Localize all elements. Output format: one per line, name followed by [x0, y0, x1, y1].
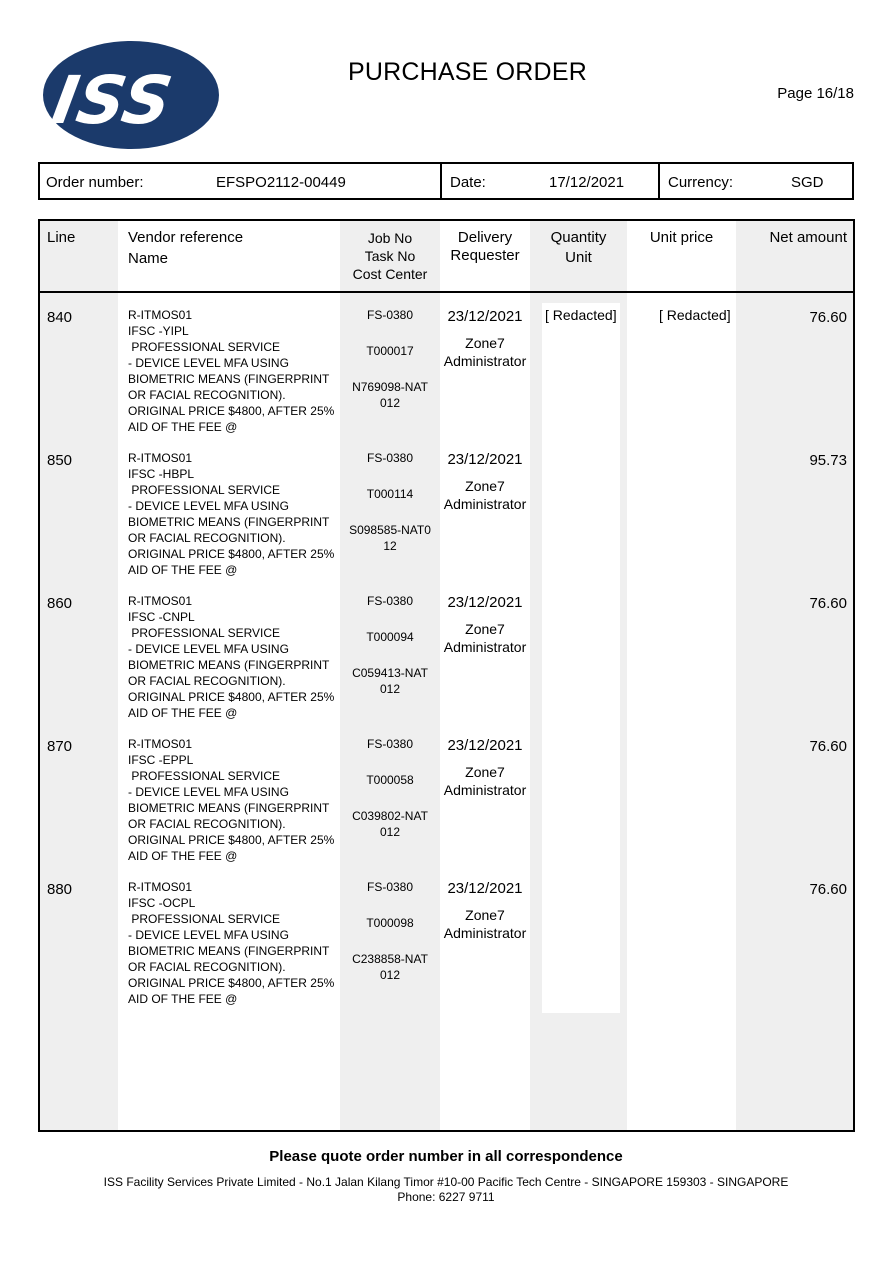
footer-address: ISS Facility Services Private Limited - No.1 Jalan Kilang Timor #10-00 Pacific Tech Centre - SINGAPORE 159303 - SINGAPORE: [103, 1175, 789, 1189]
col-header-delivery: [440, 229, 530, 265]
row-job-info: [340, 450, 440, 554]
row-requester: Administrator: [443, 782, 527, 798]
col-header-job: [340, 229, 440, 283]
quantity-redacted-area: [542, 303, 620, 1013]
row-delivery: [440, 594, 530, 656]
col-header-delivery-label: Delivery: [457, 229, 513, 246]
order-number-value: EFSPO2112-00449: [216, 174, 346, 191]
row-line-number: 860: [47, 595, 73, 612]
order-bar-divider: [440, 164, 442, 198]
col-header-name: Name: [128, 250, 169, 267]
row-delivery-date: 23/12/2021: [447, 880, 523, 897]
col-header-quantity-label: Quantity: [550, 229, 607, 246]
col-header-net-amount: Net amount: [769, 229, 847, 246]
row-delivery-date: 23/12/2021: [447, 737, 523, 754]
header-rule: [40, 291, 853, 293]
row-delivery-date: 23/12/2021: [447, 594, 523, 611]
col-header-line: Line: [47, 229, 76, 246]
row-zone: Zone7: [465, 621, 505, 637]
row-net-amount: 76.60: [809, 738, 847, 755]
date-value: 17/12/2021: [549, 174, 625, 191]
row-cost-center: C059413-NAT 012: [352, 666, 428, 696]
row-line-number: 880: [47, 881, 73, 898]
row-line-number: 870: [47, 738, 73, 755]
row-job-no: FS-0380: [366, 737, 414, 751]
row-cost-center: S098585-NAT0 12: [349, 523, 431, 553]
col-header-cost-center: Cost Center: [352, 266, 428, 282]
row-job-no: FS-0380: [366, 308, 414, 322]
row-task-no: T000114: [366, 487, 414, 501]
row-zone: Zone7: [465, 764, 505, 780]
row-zone: Zone7: [465, 907, 505, 923]
footer-address-block: [0, 1175, 892, 1205]
row-delivery: [440, 737, 530, 799]
row-task-no: T000098: [366, 916, 414, 930]
row-requester: Administrator: [443, 925, 527, 941]
date-label: Date:: [450, 174, 486, 191]
row-line-number: 850: [47, 452, 73, 469]
col-header-task-no: Task No: [364, 248, 416, 264]
svg-text:ISS: ISS: [46, 61, 178, 139]
row-vendor-description: R-ITMOS01 IFSC -YIPL PROFESSIONAL SERVICE - DEVICE LEVEL MFA USING BIOMETRIC MEANS (FINGERPRINT OR FACIAL RECOGNITION). ORIGINAL PRICE $4800, AFTER 25% AID OF THE FEE @: [128, 308, 335, 434]
currency-value: SGD: [791, 174, 824, 191]
row-job-no: FS-0380: [366, 880, 414, 894]
row-quantity: [ Redacted]: [545, 307, 617, 323]
row-job-info: [340, 307, 440, 411]
row-job-info: [340, 736, 440, 840]
page-number: Page 16/18: [777, 85, 854, 102]
row-cost-center: C238858-NAT 012: [352, 952, 428, 982]
row-delivery: [440, 880, 530, 942]
row-unit-price: [ Redacted]: [659, 307, 731, 323]
col-header-unit-price: Unit price: [649, 229, 714, 246]
row-job-no: FS-0380: [366, 451, 414, 465]
row-line-number: 840: [47, 309, 73, 326]
currency-label: Currency:: [668, 174, 734, 191]
order-number-label: Order number:: [46, 174, 144, 191]
row-job-info: [340, 879, 440, 983]
row-delivery: [440, 451, 530, 513]
row-requester: Administrator: [443, 496, 527, 512]
row-task-no: T000094: [366, 630, 414, 644]
row-delivery-date: 23/12/2021: [447, 451, 523, 468]
col-header-vendor: [128, 229, 243, 268]
order-info-bar: [38, 162, 854, 200]
row-requester: Administrator: [443, 353, 527, 369]
row-zone: Zone7: [465, 335, 505, 351]
row-cost-center: N769098-NAT 012: [352, 380, 428, 410]
row-zone: Zone7: [465, 478, 505, 494]
row-task-no: T000017: [366, 344, 414, 358]
col-header-vendor-ref: Vendor reference: [128, 229, 244, 246]
row-vendor-description: R-ITMOS01 IFSC -OCPL PROFESSIONAL SERVICE - DEVICE LEVEL MFA USING BIOMETRIC MEANS (FINGERPRINT OR FACIAL RECOGNITION). ORIGINAL PRICE $4800, AFTER 25% AID OF THE FEE @: [128, 880, 335, 1006]
row-net-amount: 76.60: [809, 595, 847, 612]
row-net-amount: 76.60: [809, 309, 847, 326]
order-bar-divider: [658, 164, 660, 198]
row-task-no: T000058: [366, 773, 414, 787]
iss-logo: [42, 40, 220, 150]
col-header-unit: Unit: [565, 249, 592, 266]
line-column-shade: [40, 221, 118, 1130]
col-header-requester: Requester: [450, 247, 520, 264]
row-job-info: [340, 593, 440, 697]
line-items-table: [38, 219, 855, 1132]
row-job-no: FS-0380: [366, 594, 414, 608]
row-requester: Administrator: [443, 639, 527, 655]
footer-phone: Phone: 6227 9711: [397, 1190, 495, 1204]
row-delivery: [440, 308, 530, 370]
row-cost-center: C039802-NAT 012: [352, 809, 428, 839]
row-vendor-description: R-ITMOS01 IFSC -EPPL PROFESSIONAL SERVICE - DEVICE LEVEL MFA USING BIOMETRIC MEANS (FINGERPRINT OR FACIAL RECOGNITION). ORIGINAL PRICE $4800, AFTER 25% AID OF THE FEE @: [128, 737, 335, 863]
row-net-amount: 76.60: [809, 881, 847, 898]
row-net-amount: 95.73: [809, 452, 847, 469]
footer-note: Please quote order number in all correspondence: [269, 1148, 623, 1165]
net-column-shade: [736, 221, 853, 1130]
col-header-quantity: [530, 229, 627, 267]
document-title: PURCHASE ORDER: [348, 58, 587, 86]
row-vendor-description: R-ITMOS01 IFSC -CNPL PROFESSIONAL SERVICE - DEVICE LEVEL MFA USING BIOMETRIC MEANS (FINGERPRINT OR FACIAL RECOGNITION). ORIGINAL PRICE $4800, AFTER 25% AID OF THE FEE @: [128, 594, 335, 720]
col-header-job-no: Job No: [367, 230, 413, 246]
row-delivery-date: 23/12/2021: [447, 308, 523, 325]
row-vendor-description: R-ITMOS01 IFSC -HBPL PROFESSIONAL SERVICE - DEVICE LEVEL MFA USING BIOMETRIC MEANS (FINGERPRINT OR FACIAL RECOGNITION). ORIGINAL PRICE $4800, AFTER 25% AID OF THE FEE @: [128, 451, 335, 577]
